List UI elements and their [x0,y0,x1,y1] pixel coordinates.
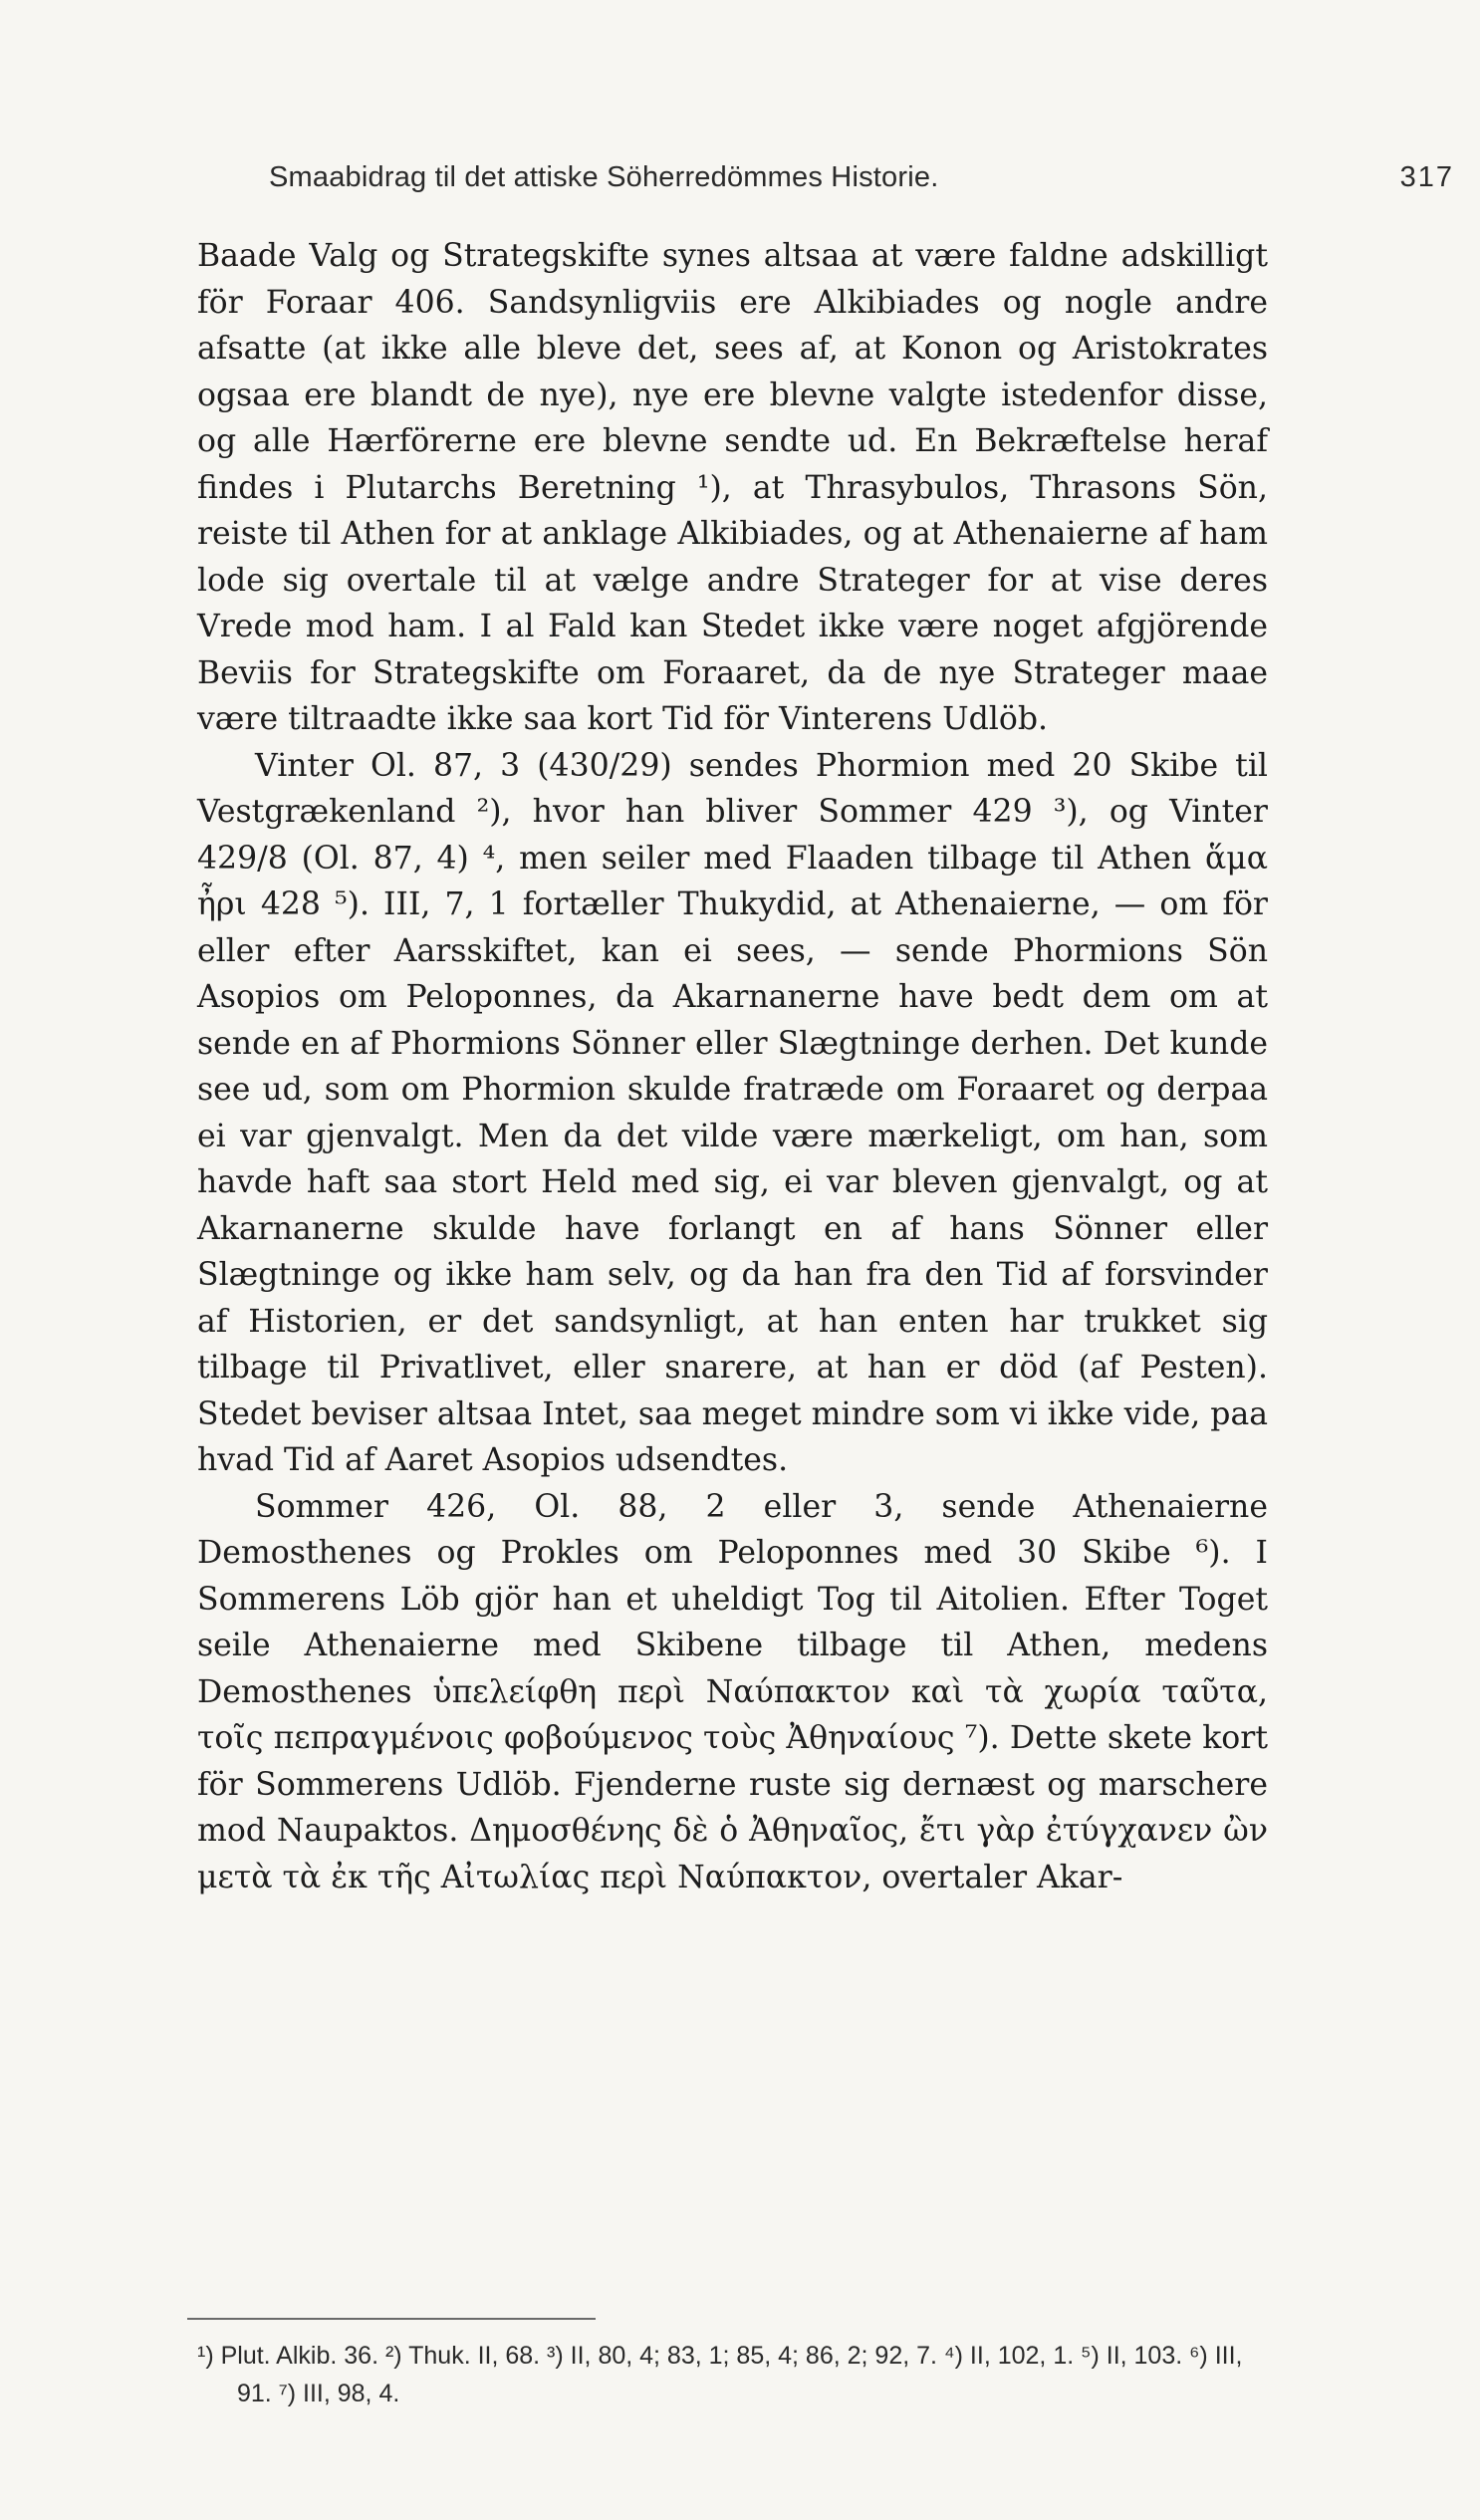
footnote-divider [187,2318,596,2320]
paragraph: Baade Valg og Strategskifte synes altsaa at være faldne adskilligt för Foraar 406. Sandsynligviis ere Alkibiades og nogle andre afsatte (at ikke alle bleve det, sees af, at Konon og Aristokrates ogsaa ere blandt de nye), nye ere blevne valgte istedenfor disse, og alle Hærförerne ere blevne sendte ud. En Bekræftelse heraf findes i Plutarchs Beretning ¹), at Thrasybulos, Thrasons Sön, reiste til Athen for at anklage Alkibiades, og at Athenaierne af ham lode sig overtale til at vælge andre Strateger for at vise deres Vrede mod ham. I al Fald kan Stedet ikke være noget afgjörende Beviis for Strategskifte om Foraaret, da de nye Strateger maae være tiltraadte ikke saa kort Tid för Vinterens Udlöb. [197,238,1268,737]
footnotes [197,2337,1268,2412]
paragraph: Sommer 426, Ol. 88, 2 eller 3, sende Athenaierne Demosthenes og Prokles om Peloponnes med 30 Skibe ⁶). I Sommerens Löb gjör han et uheldigt Tog til Aitolien. Efter Toget seile Athenaierne med Skibene tilbage til Athen, medens Demosthenes ὑπελείφθη περὶ Ναύπακτον καὶ τὰ χωρία ταῦτα, τοῖς πεπραγμένοις φοβούμενος τοὺς Ἀθηναίους ⁷). Dette skete kort för Sommerens Udlöb. Fjenderne ruste sig dernæst og marschere mod Naupaktos. Δημοσθένης δὲ ὁ Ἀθηναῖος, ἔτι γὰρ ἐτύγχανεν ὢν μετὰ τὰ ἐκ τῆς Αἰτωλίας περὶ Ναύπακτον, overtaler Akar- [197,1488,1268,1895]
page-number: 317 [1399,161,1454,193]
running-head [269,161,1454,201]
running-title: Smaabidrag til det attiske Söherredömmes Historie. [269,161,939,193]
body-text [197,233,1268,1900]
paragraph: Vinter Ol. 87, 3 (430/29) sendes Phormion med 20 Skibe til Vestgrækenland ²), hvor han bliver Sommer 429 ³), og Vinter 429/8 (Ol. 87, 4) ⁴, men seiler med Flaaden tilbage til Athen ἅμα ἦρι 428 ⁵). III, 7, 1 fortæller Thukydid, at Athenaierne, — om för eller efter Aarsskiftet, kan ei sees, — sende Phormions Sön Asopios om Peloponnes, da Akarnanerne have bedt dem om at sende en af Phormions Sönner eller Slægtninge derhen. Det kunde see ud, som om Phormion skulde fratræde om Foraaret og derpaa ei var gjenvalgt. Men da det vilde være mærkeligt, om han, som havde haft saa stort Held med sig, ei var bleven gjenvalgt, og at Akarnanerne skulde have forlangt en af hans Sönner eller Slægtninge og ikke ham selv, og da han fra den Tid af forsvinder af Historien, er det sandsynligt, at han enten har trukket sig tilbage til Privatlivet, eller snarere, at han er död (af Pesten). Stedet beviser altsaa Intet, saa meget mindre som vi ikke vide, paa hvad Tid af Aaret Asopios udsendtes. [197,747,1268,1478]
footnote-line: ¹) Plut. Alkib. 36. ²) Thuk. II, 68. ³) II, 80, 4; 83, 1; 85, 4; 86, 2; 92, 7. ⁴) II, 102, 1. ⁵) II, 103. ⁶) III, 91. ⁷) III, 98, 4. [197,2342,1243,2407]
